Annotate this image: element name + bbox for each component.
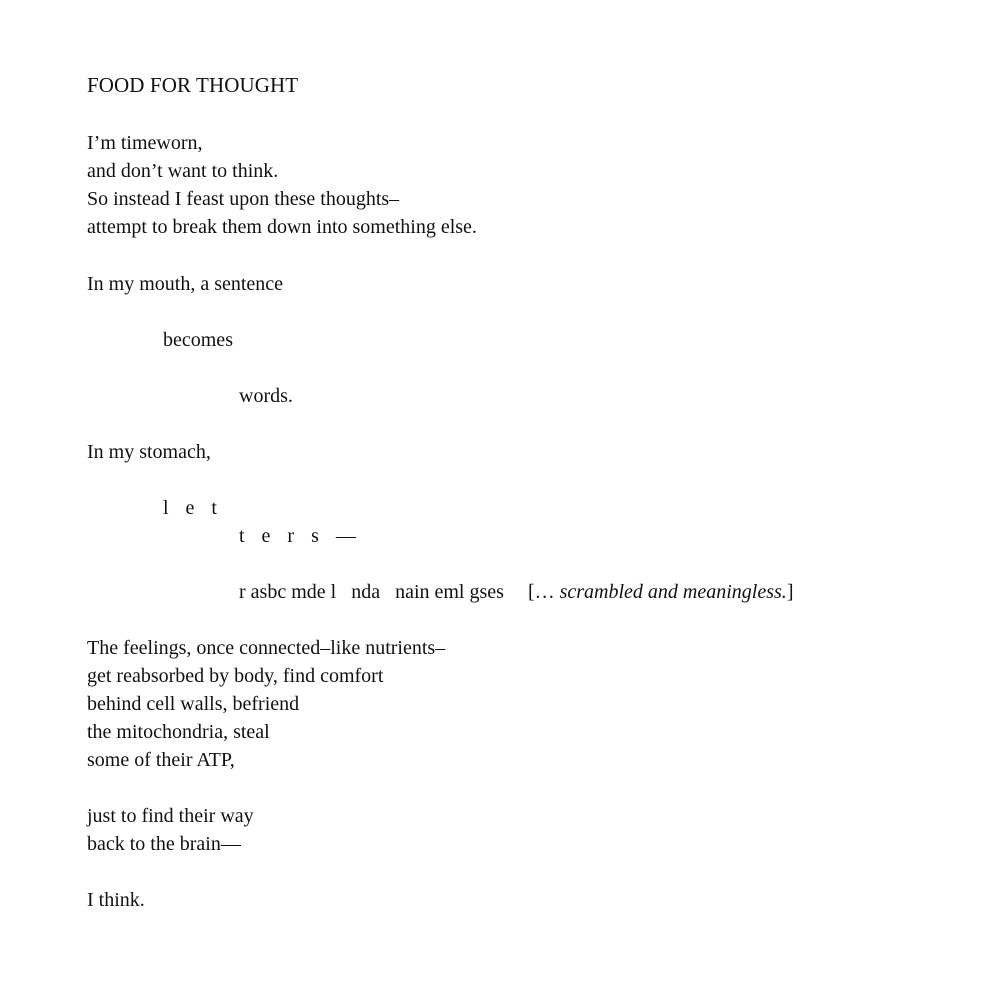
poem-line-indented: becomes: [163, 329, 233, 351]
poem-line: I’m timeworn,: [87, 132, 203, 154]
poem-line: the mitochondria, steal: [87, 721, 270, 743]
poem-line-ending: I think.: [87, 889, 145, 911]
bracket-note: scrambled and meaningless.: [559, 581, 787, 603]
poem-title: FOOD FOR THOUGHT: [87, 73, 299, 97]
poem-line: In my mouth, a sentence: [87, 273, 284, 295]
bracket-open: […: [527, 581, 560, 603]
poem-line: and don’t want to think.: [87, 160, 279, 182]
poem-line-scrambled: [239, 580, 793, 604]
poem-line-indented: words.: [239, 385, 293, 407]
poem-line: The feelings, once connected–like nutrients–: [87, 637, 446, 659]
poem-line-letters: l e t: [163, 497, 223, 519]
poem-line: behind cell walls, befriend: [87, 693, 300, 715]
poem-line-letters: t e r s —: [239, 525, 362, 547]
scrambled-text: r asbc mde l nda nain eml gses: [239, 581, 504, 603]
poem-line: back to the brain—: [87, 833, 241, 855]
poem-line: some of their ATP,: [87, 749, 235, 771]
poem-line: In my stomach,: [87, 441, 211, 463]
poem-line: get reabsorbed by body, find comfort: [87, 665, 384, 687]
poem-line: just to find their way: [87, 805, 254, 827]
bracket-close: ]: [786, 581, 794, 603]
poem-line: attempt to break them down into something else.: [87, 216, 477, 238]
poem-line: So instead I feast upon these thoughts–: [87, 188, 400, 210]
